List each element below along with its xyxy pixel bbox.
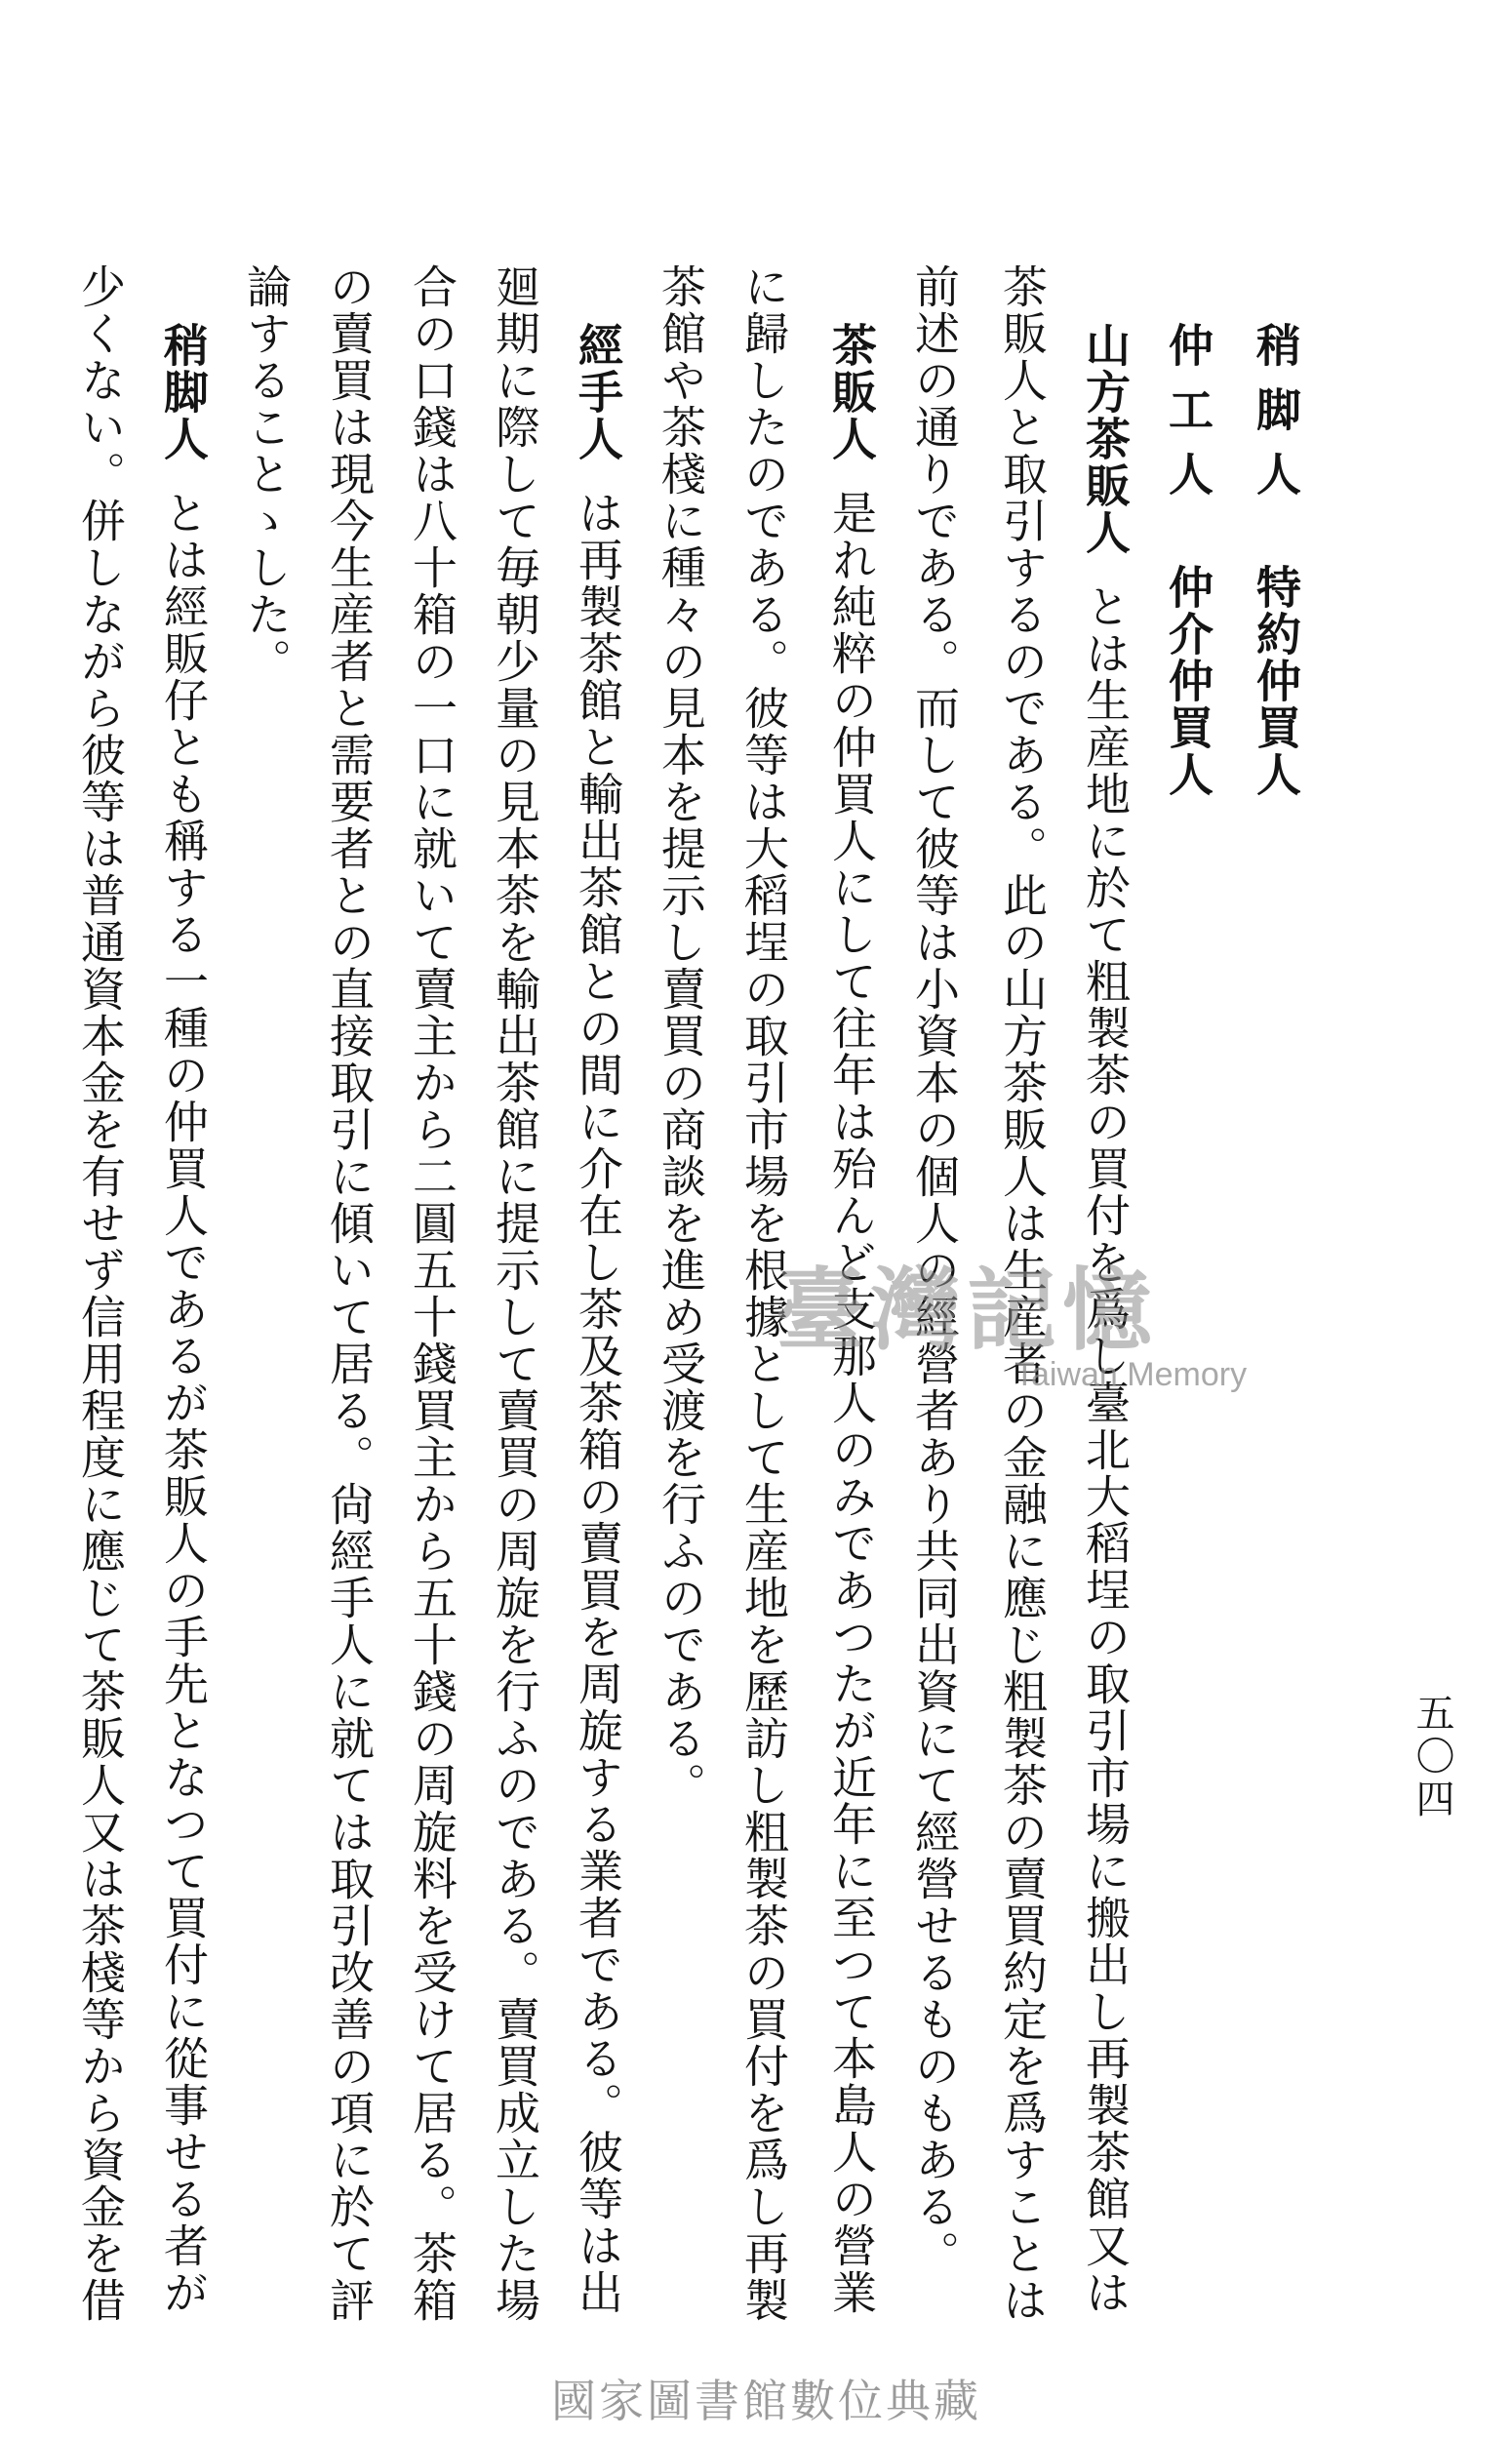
para3-line1-text: は再製茶館と輸出茶館との間に介在し茶及茶箱の賣買を周旋する業者である。彼等は出 <box>572 490 624 2316</box>
para3-line5 <box>240 263 293 685</box>
term-chahanjin: 茶販人 <box>825 322 878 462</box>
para1-line2-text: 茶販人と取引するのである。此の山方茶販人は生産者の金融に應じ粗製茶の賣買約定を爲すことは <box>996 263 1049 2324</box>
para3-line2-text: 廻期に際して毎朝少量の見本茶を輸出茶館に提示して賣買の周旋を行ふのである。賣買成立した場 <box>489 263 541 2324</box>
para4-line1-text: とは經販仔とも稱する一種の仲買人であるが茶販人の手先となつて買付に從事せる者が <box>157 490 210 2316</box>
para4-line2 <box>74 263 127 2324</box>
heading-line-1 <box>1250 322 1302 798</box>
para3-line1 <box>572 322 624 2316</box>
heading-term-shaojiaoren: 稍脚人 <box>1250 322 1302 515</box>
heading-term-chuko: 仲工人 <box>1162 322 1214 515</box>
watermark-subtitle: Taiwan Memory <box>1015 1356 1248 1393</box>
para2-line2-text: に歸したのである。彼等は大稻埕の取引市場を根據として生産地を歷訪し粗製茶の買付を爲し再製 <box>737 263 790 2324</box>
para4-line2-text: 少くない。併しながら彼等は普通資本金を有せず信用程度に應じて茶販人又は茶棧等から資金を借 <box>74 263 127 2324</box>
watermark-logo: 臺灣記憶 <box>776 1258 1159 1363</box>
para3-line3 <box>406 263 458 2324</box>
para2-line3 <box>655 263 707 1809</box>
page-number: 五〇四 <box>1410 1693 1454 1821</box>
term-yamakata-chahanjin: 山方茶販人 <box>1079 322 1132 556</box>
para1-line1-text: とは生産地に於て粗製茶の買付を爲し臺北大稻埕の取引市場に搬出し再製茶館又は <box>1079 583 1132 2316</box>
term-shaojiaoren: 稍脚人 <box>157 322 210 462</box>
para1-line3-text: 前述の通りである。而して彼等は小資本の個人の經營者あり共同出資にて經營せるものもある。 <box>908 263 961 2277</box>
para2-line1-text: 是れ純粹の仲買人にして往年は殆んど支那人のみであつたが近年に至つて本島人の營業 <box>825 490 878 2316</box>
para4-line1 <box>157 322 210 2316</box>
para3-line4 <box>323 263 376 2324</box>
heading-term-tokuyaku: 特約仲買人 <box>1250 564 1302 798</box>
footer-archive-credit: 國家圖書館數位典藏 <box>551 2375 981 2427</box>
para2-line3-text: 茶館や茶棧に種々の見本を提示し賣買の商談を進め受渡を行ふのである。 <box>655 263 707 1809</box>
term-keishujin: 經手人 <box>572 322 624 462</box>
heading-term-chukai: 仲介仲買人 <box>1162 564 1214 798</box>
para3-line3-text: 合の口錢は八十箱の一口に就いて賣主から二圓五十錢買主から五十錢の周旋料を受けて居る。茶箱 <box>406 263 458 2324</box>
para3-line4-text: の賣買は現今生産者と需要者との直接取引に傾いて居る。尙經手人に就ては取引改善の項に於て評 <box>323 263 376 2324</box>
para3-line5-text: 論することゝした。 <box>240 263 293 685</box>
heading-line-2 <box>1162 322 1214 798</box>
para3-line2 <box>489 263 541 2324</box>
